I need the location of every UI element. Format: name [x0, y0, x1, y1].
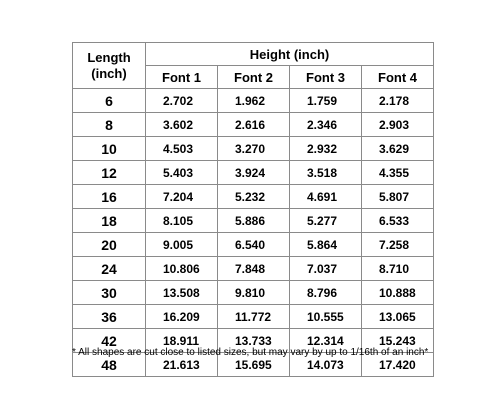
- size-table: [72, 42, 434, 377]
- font-2-cell: 2.616: [218, 113, 290, 137]
- font-1-cell: 9.005: [146, 233, 218, 257]
- length-cell: 8: [73, 113, 146, 137]
- font-1-cell: 2.702: [146, 89, 218, 113]
- length-cell: 30: [73, 281, 146, 305]
- table-row: [73, 89, 434, 113]
- table-row: [73, 137, 434, 161]
- font-3-header: Font 3: [290, 66, 362, 89]
- font-2-cell: 9.810: [218, 281, 290, 305]
- length-cell: 18: [73, 209, 146, 233]
- font-2-cell: 15.695: [218, 353, 290, 377]
- font-3-cell: 8.796: [290, 281, 362, 305]
- font-2-cell: 13.733: [218, 329, 290, 353]
- font-2-header: Font 2: [218, 66, 290, 89]
- font-4-cell: 5.807: [362, 185, 434, 209]
- font-4-cell: 6.533: [362, 209, 434, 233]
- font-3-cell: 2.346: [290, 113, 362, 137]
- table-row: [73, 257, 434, 281]
- font-1-cell: 5.403: [146, 161, 218, 185]
- length-cell: 42: [73, 329, 146, 353]
- font-2-cell: 3.270: [218, 137, 290, 161]
- font-2-cell: 5.232: [218, 185, 290, 209]
- font-4-cell: 17.420: [362, 353, 434, 377]
- header-row-top: [73, 43, 434, 66]
- font-4-header: Font 4: [362, 66, 434, 89]
- font-1-cell: 10.806: [146, 257, 218, 281]
- font-4-cell: 4.355: [362, 161, 434, 185]
- font-3-cell: 2.932: [290, 137, 362, 161]
- font-4-cell: 15.243: [362, 329, 434, 353]
- font-3-cell: 3.518: [290, 161, 362, 185]
- size-chart: [72, 42, 434, 377]
- font-2-cell: 7.848: [218, 257, 290, 281]
- font-3-cell: 14.073: [290, 353, 362, 377]
- font-4-cell: 3.629: [362, 137, 434, 161]
- table-body: [73, 89, 434, 377]
- font-1-cell: 13.508: [146, 281, 218, 305]
- font-3-cell: 5.277: [290, 209, 362, 233]
- font-4-cell: 2.903: [362, 113, 434, 137]
- font-1-cell: 18.911: [146, 329, 218, 353]
- font-3-cell: 1.759: [290, 89, 362, 113]
- font-2-cell: 5.886: [218, 209, 290, 233]
- length-cell: 6: [73, 89, 146, 113]
- font-1-cell: 8.105: [146, 209, 218, 233]
- font-1-header: Font 1: [146, 66, 218, 89]
- table-row: [73, 305, 434, 329]
- font-4-cell: 13.065: [362, 305, 434, 329]
- font-4-cell: 8.710: [362, 257, 434, 281]
- table-row: [73, 161, 434, 185]
- height-group-header: Height (inch): [146, 43, 434, 66]
- font-3-cell: 10.555: [290, 305, 362, 329]
- font-2-cell: 6.540: [218, 233, 290, 257]
- table-row: [73, 281, 434, 305]
- length-column-header: [73, 43, 146, 89]
- font-1-cell: 16.209: [146, 305, 218, 329]
- length-cell: 10: [73, 137, 146, 161]
- table-row: [73, 233, 434, 257]
- font-3-cell: 5.864: [290, 233, 362, 257]
- length-cell: 16: [73, 185, 146, 209]
- font-4-cell: 7.258: [362, 233, 434, 257]
- length-header-line1: Length: [87, 49, 131, 65]
- length-cell: 20: [73, 233, 146, 257]
- font-4-cell: 10.888: [362, 281, 434, 305]
- font-3-cell: 7.037: [290, 257, 362, 281]
- length-cell: 24: [73, 257, 146, 281]
- font-1-cell: 4.503: [146, 137, 218, 161]
- font-1-cell: 21.613: [146, 353, 218, 377]
- font-1-cell: 7.204: [146, 185, 218, 209]
- footnote: * All shapes are cut close to listed sizes, but may vary by up to 1/16th of an inch*: [72, 347, 429, 358]
- font-2-cell: 1.962: [218, 89, 290, 113]
- length-header-line2: (inch): [91, 65, 127, 81]
- table-row: [73, 185, 434, 209]
- font-2-cell: 11.772: [218, 305, 290, 329]
- table-row: [73, 209, 434, 233]
- font-4-cell: 2.178: [362, 89, 434, 113]
- font-3-cell: 12.314: [290, 329, 362, 353]
- font-2-cell: 3.924: [218, 161, 290, 185]
- font-1-cell: 3.602: [146, 113, 218, 137]
- length-cell: 36: [73, 305, 146, 329]
- font-3-cell: 4.691: [290, 185, 362, 209]
- table-row: [73, 113, 434, 137]
- length-cell: 48: [73, 353, 146, 377]
- length-cell: 12: [73, 161, 146, 185]
